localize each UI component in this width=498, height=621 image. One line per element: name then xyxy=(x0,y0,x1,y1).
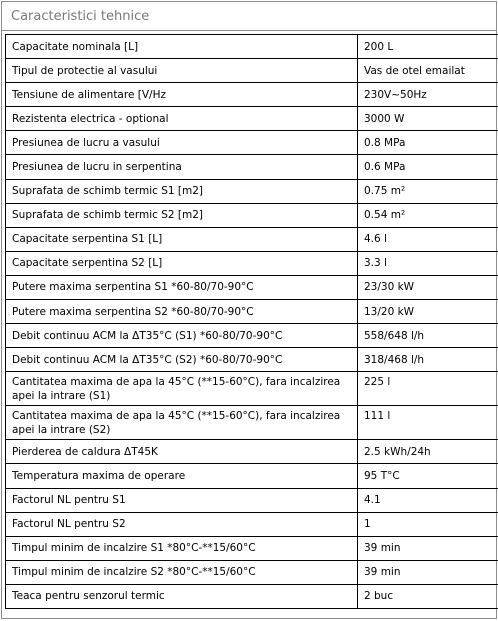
param-cell: Timpul minim de incalzire S1 *80°C-**15/60°C xyxy=(6,536,358,560)
value-cell: 558/648 l/h xyxy=(358,324,498,348)
table-row xyxy=(6,59,498,83)
param-cell: Capacitate nominala [L] xyxy=(6,35,358,59)
table-row xyxy=(6,83,498,107)
value-cell: 1 xyxy=(358,512,498,536)
param-cell: Debit continuu ACM la ΔT35°C (S2) *60-80/70-90°C xyxy=(6,348,358,372)
value-cell: 4.6 l xyxy=(358,227,498,251)
table-row xyxy=(6,107,498,131)
value-cell: 200 L xyxy=(358,35,498,59)
value-cell: 225 l xyxy=(358,372,498,406)
param-cell: Timpul minim de incalzire S2 *80°C-**15/60°C xyxy=(6,560,358,584)
value-cell: 39 min xyxy=(358,536,498,560)
param-cell: Rezistenta electrica - optional xyxy=(6,107,358,131)
value-cell: 0.6 MPa xyxy=(358,155,498,179)
table-row xyxy=(6,227,498,251)
table-row xyxy=(6,372,498,406)
param-cell: Suprafata de schimb termic S1 [m2] xyxy=(6,179,358,203)
param-cell: Factorul NL pentru S1 xyxy=(6,488,358,512)
value-cell: 230V~50Hz xyxy=(358,83,498,107)
value-cell: 111 l xyxy=(358,406,498,440)
value-cell: 0.54 m² xyxy=(358,203,498,227)
value-cell: 3.3 l xyxy=(358,251,498,275)
table-row xyxy=(6,275,498,299)
value-cell: 0.75 m² xyxy=(358,179,498,203)
table-row xyxy=(6,203,498,227)
param-cell: Putere maxima serpentina S2 *60-80/70-90°C xyxy=(6,300,358,324)
table-row xyxy=(6,35,498,59)
specs-table xyxy=(5,34,498,609)
value-cell: 13/20 kW xyxy=(358,300,498,324)
param-cell: Teaca pentru senzorul termic xyxy=(6,584,358,608)
value-cell: 4.1 xyxy=(358,488,498,512)
table-row xyxy=(6,131,498,155)
table-row xyxy=(6,464,498,488)
table-row xyxy=(6,488,498,512)
panel-title: Caracteristici tehnice xyxy=(2,2,496,31)
value-cell: 95 T°C xyxy=(358,464,498,488)
table-row xyxy=(6,512,498,536)
param-cell: Cantitatea maxima de apa la 45°C (**15-60°C), fara incalzirea apei la intrare (S2) xyxy=(6,406,358,440)
value-cell: 318/468 l/h xyxy=(358,348,498,372)
specs-panel xyxy=(1,1,497,619)
param-cell: Presiunea de lucru a vasului xyxy=(6,131,358,155)
table-row xyxy=(6,536,498,560)
param-cell: Debit continuu ACM la ΔT35°C (S1) *60-80/70-90°C xyxy=(6,324,358,348)
param-cell: Tipul de protectie al vasului xyxy=(6,59,358,83)
value-cell: 3000 W xyxy=(358,107,498,131)
value-cell: 23/30 kW xyxy=(358,275,498,299)
param-cell: Cantitatea maxima de apa la 45°C (**15-60°C), fara incalzirea apei la intrare (S1) xyxy=(6,372,358,406)
value-cell: Vas de otel emailat xyxy=(358,59,498,83)
table-row xyxy=(6,406,498,440)
table-row xyxy=(6,155,498,179)
value-cell: 2 buc xyxy=(358,584,498,608)
param-cell: Capacitate serpentina S2 [L] xyxy=(6,251,358,275)
param-cell: Suprafata de schimb termic S2 [m2] xyxy=(6,203,358,227)
table-row xyxy=(6,300,498,324)
value-cell: 2.5 kWh/24h xyxy=(358,440,498,464)
value-cell: 0.8 MPa xyxy=(358,131,498,155)
param-cell: Pierderea de caldura ΔT45K xyxy=(6,440,358,464)
table-row xyxy=(6,440,498,464)
param-cell: Temperatura maxima de operare xyxy=(6,464,358,488)
param-cell: Capacitate serpentina S1 [L] xyxy=(6,227,358,251)
param-cell: Tensiune de alimentare [V/Hz xyxy=(6,83,358,107)
param-cell: Presiunea de lucru in serpentina xyxy=(6,155,358,179)
value-cell: 39 min xyxy=(358,560,498,584)
table-row xyxy=(6,560,498,584)
param-cell: Putere maxima serpentina S1 *60-80/70-90°C xyxy=(6,275,358,299)
param-cell: Factorul NL pentru S2 xyxy=(6,512,358,536)
table-row xyxy=(6,348,498,372)
table-row xyxy=(6,584,498,608)
table-row xyxy=(6,179,498,203)
table-row xyxy=(6,251,498,275)
table-row xyxy=(6,324,498,348)
